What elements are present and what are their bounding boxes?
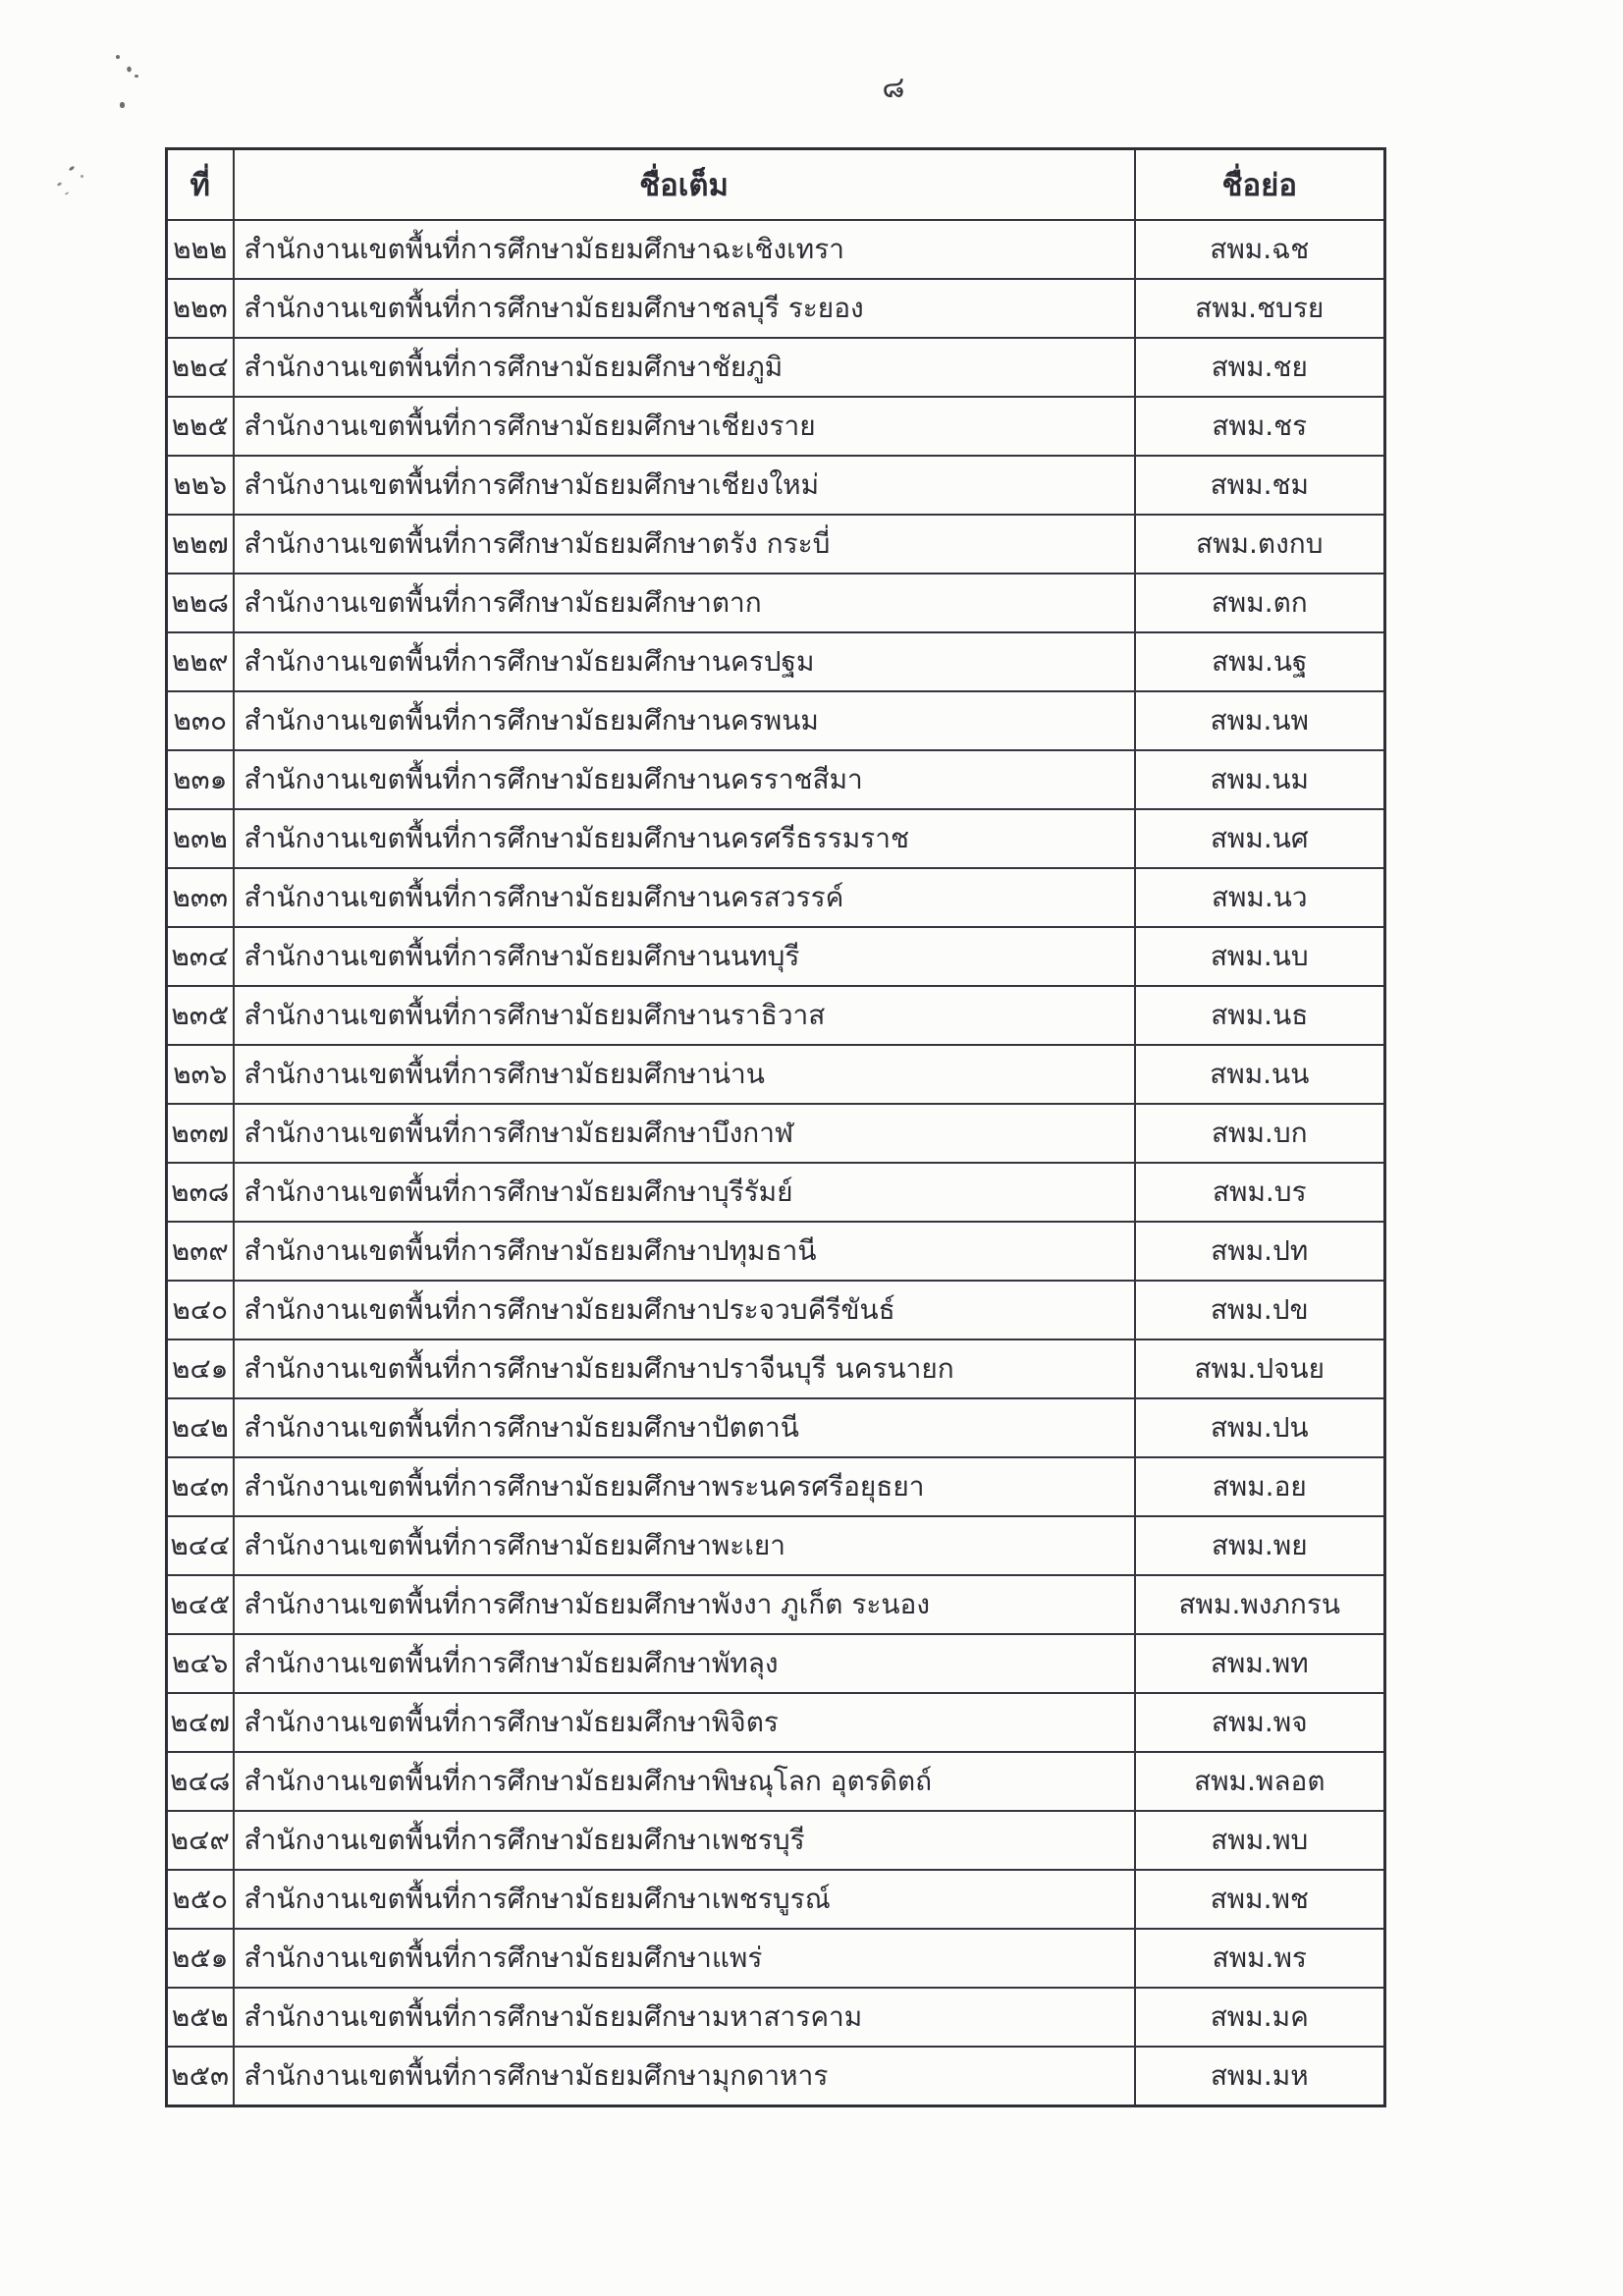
scan-speckle [116,55,120,59]
scan-speckle [135,75,138,78]
row-number: ๒๓๗ [167,1104,234,1163]
table-row [167,1988,1385,2047]
row-full-name: สำนักงานเขตพื้นที่การศึกษามัธยมศึกษานครราชสีมา [234,750,1135,809]
table-row [167,515,1385,574]
row-number: ๒๒๖ [167,456,234,515]
row-full-name: สำนักงานเขตพื้นที่การศึกษามัธยมศึกษาปทุมธานี [234,1222,1135,1281]
row-abbreviation: สพม.พช [1135,1870,1385,1929]
row-abbreviation: สพม.นพ [1135,691,1385,750]
table-row [167,2047,1385,2106]
table-row [167,279,1385,338]
row-abbreviation: สพม.ชย [1135,338,1385,397]
row-abbreviation: สพม.นศ [1135,809,1385,868]
row-full-name: สำนักงานเขตพื้นที่การศึกษามัธยมศึกษาตาก [234,574,1135,632]
page-number: ๘ [882,71,905,105]
row-full-name: สำนักงานเขตพื้นที่การศึกษามัธยมศึกษาเชียงใหม่ [234,456,1135,515]
row-number: ๒๓๖ [167,1045,234,1104]
table-row [167,1516,1385,1575]
row-full-name: สำนักงานเขตพื้นที่การศึกษามัธยมศึกษาพิษณุโลก อุตรดิตถ์ [234,1752,1135,1811]
row-abbreviation: สพม.ฉช [1135,220,1385,279]
row-number: ๒๕๒ [167,1988,234,2047]
row-abbreviation: สพม.ชร [1135,397,1385,456]
row-number: ๒๓๕ [167,986,234,1045]
table-body [167,220,1385,2106]
row-full-name: สำนักงานเขตพื้นที่การศึกษามัธยมศึกษาตรัง กระบี่ [234,515,1135,574]
row-full-name: สำนักงานเขตพื้นที่การศึกษามัธยมศึกษาพิจิตร [234,1693,1135,1752]
table-row [167,1339,1385,1398]
row-full-name: สำนักงานเขตพื้นที่การศึกษามัธยมศึกษานครศรีธรรมราช [234,809,1135,868]
table-row [167,927,1385,986]
row-full-name: สำนักงานเขตพื้นที่การศึกษามัธยมศึกษาบึงกาฬ [234,1104,1135,1163]
row-number: ๒๓๔ [167,927,234,986]
header-abbreviation: ชื่อย่อ [1135,149,1385,221]
row-number: ๒๓๐ [167,691,234,750]
row-full-name: สำนักงานเขตพื้นที่การศึกษามัธยมศึกษาพระนครศรีอยุธยา [234,1457,1135,1516]
row-full-name: สำนักงานเขตพื้นที่การศึกษามัธยมศึกษาปัตตานี [234,1398,1135,1457]
table-row [167,220,1385,279]
row-number: ๒๔๙ [167,1811,234,1870]
table-row [167,1045,1385,1104]
row-number: ๒๓๑ [167,750,234,809]
row-number: ๒๕๑ [167,1929,234,1988]
row-full-name: สำนักงานเขตพื้นที่การศึกษามัธยมศึกษาประจวบคีรีขันธ์ [234,1281,1135,1339]
row-abbreviation: สพม.มห [1135,2047,1385,2106]
header-no: ที่ [167,149,234,221]
scan-speckle [120,102,125,108]
table-row [167,1281,1385,1339]
row-abbreviation: สพม.พจ [1135,1693,1385,1752]
row-full-name: สำนักงานเขตพื้นที่การศึกษามัธยมศึกษาพังงา ภูเก็ต ระนอง [234,1575,1135,1634]
row-number: ๒๔๗ [167,1693,234,1752]
scan-speckle [69,166,76,172]
row-number: ๒๔๒ [167,1398,234,1457]
header-row [167,149,1385,221]
row-full-name: สำนักงานเขตพื้นที่การศึกษามัธยมศึกษาบุรีรัมย์ [234,1163,1135,1222]
row-abbreviation: สพม.นฐ [1135,632,1385,691]
row-number: ๒๔๔ [167,1516,234,1575]
table-row [167,1929,1385,1988]
row-abbreviation: สพม.ชม [1135,456,1385,515]
row-full-name: สำนักงานเขตพื้นที่การศึกษามัธยมศึกษานครสวรรค์ [234,868,1135,927]
table-row [167,574,1385,632]
row-full-name: สำนักงานเขตพื้นที่การศึกษามัธยมศึกษาพัทลุง [234,1634,1135,1693]
row-full-name: สำนักงานเขตพื้นที่การศึกษามัธยมศึกษาปราจีนบุรี นครนายก [234,1339,1135,1398]
row-full-name: สำนักงานเขตพื้นที่การศึกษามัธยมศึกษามุกดาหาร [234,2047,1135,2106]
row-abbreviation: สพม.บก [1135,1104,1385,1163]
row-abbreviation: สพม.พย [1135,1516,1385,1575]
row-number: ๒๕๓ [167,2047,234,2106]
row-abbreviation: สพม.พท [1135,1634,1385,1693]
scan-speckle [81,175,83,178]
office-list-table [165,147,1386,2107]
table-row [167,868,1385,927]
row-abbreviation: สพม.ปน [1135,1398,1385,1457]
row-number: ๒๔๘ [167,1752,234,1811]
table-row [167,1811,1385,1870]
row-number: ๒๒๓ [167,279,234,338]
row-abbreviation: สพม.พงภกรน [1135,1575,1385,1634]
row-abbreviation: สพม.มค [1135,1988,1385,2047]
row-number: ๒๒๔ [167,338,234,397]
row-abbreviation: สพม.นว [1135,868,1385,927]
row-abbreviation: สพม.พลอต [1135,1752,1385,1811]
row-number: ๒๔๓ [167,1457,234,1516]
table-header [167,149,1385,221]
row-number: ๒๒๘ [167,574,234,632]
row-number: ๒๕๐ [167,1870,234,1929]
table-row [167,397,1385,456]
scan-speckle [57,182,63,187]
table-row [167,456,1385,515]
row-full-name: สำนักงานเขตพื้นที่การศึกษามัธยมศึกษาน่าน [234,1045,1135,1104]
row-abbreviation: สพม.พบ [1135,1811,1385,1870]
row-abbreviation: สพม.ตก [1135,574,1385,632]
table-row [167,1457,1385,1516]
row-abbreviation: สพม.นบ [1135,927,1385,986]
row-full-name: สำนักงานเขตพื้นที่การศึกษามัธยมศึกษามหาสารคาม [234,1988,1135,2047]
row-abbreviation: สพม.ปจนย [1135,1339,1385,1398]
row-number: ๒๔๑ [167,1339,234,1398]
row-number: ๒๓๘ [167,1163,234,1222]
table-row [167,1634,1385,1693]
row-full-name: สำนักงานเขตพื้นที่การศึกษามัธยมศึกษาชัยภูมิ [234,338,1135,397]
table-row [167,1575,1385,1634]
row-abbreviation: สพม.ชบรย [1135,279,1385,338]
row-number: ๒๔๖ [167,1634,234,1693]
row-full-name: สำนักงานเขตพื้นที่การศึกษามัธยมศึกษานราธิวาส [234,986,1135,1045]
row-full-name: สำนักงานเขตพื้นที่การศึกษามัธยมศึกษาแพร่ [234,1929,1135,1988]
row-number: ๒๓๓ [167,868,234,927]
row-number: ๒๓๒ [167,809,234,868]
table-row [167,1693,1385,1752]
row-full-name: สำนักงานเขตพื้นที่การศึกษามัธยมศึกษานนทบุรี [234,927,1135,986]
table-row [167,809,1385,868]
row-full-name: สำนักงานเขตพื้นที่การศึกษามัธยมศึกษานครปฐม [234,632,1135,691]
table-row [167,1870,1385,1929]
row-number: ๒๔๐ [167,1281,234,1339]
row-abbreviation: สพม.ตงกบ [1135,515,1385,574]
table-row [167,1398,1385,1457]
table-row [167,338,1385,397]
table-row [167,1222,1385,1281]
row-full-name: สำนักงานเขตพื้นที่การศึกษามัธยมศึกษาเพชรบุรี [234,1811,1135,1870]
row-abbreviation: สพม.นน [1135,1045,1385,1104]
table-row [167,1163,1385,1222]
row-abbreviation: สพม.พร [1135,1929,1385,1988]
scan-speckle [126,66,133,73]
row-number: ๒๓๙ [167,1222,234,1281]
table-row [167,691,1385,750]
row-number: ๒๔๕ [167,1575,234,1634]
table-row [167,1104,1385,1163]
table-row [167,1752,1385,1811]
row-full-name: สำนักงานเขตพื้นที่การศึกษามัธยมศึกษาเชียงราย [234,397,1135,456]
row-number: ๒๒๒ [167,220,234,279]
row-abbreviation: สพม.ปท [1135,1222,1385,1281]
row-number: ๒๒๕ [167,397,234,456]
header-full-name: ชื่อเต็ม [234,149,1135,221]
row-abbreviation: สพม.ปข [1135,1281,1385,1339]
table-row [167,986,1385,1045]
row-abbreviation: สพม.นธ [1135,986,1385,1045]
row-abbreviation: สพม.บร [1135,1163,1385,1222]
row-number: ๒๒๗ [167,515,234,574]
row-full-name: สำนักงานเขตพื้นที่การศึกษามัธยมศึกษาเพชรบูรณ์ [234,1870,1135,1929]
row-abbreviation: สพม.นม [1135,750,1385,809]
row-abbreviation: สพม.อย [1135,1457,1385,1516]
row-number: ๒๒๙ [167,632,234,691]
row-full-name: สำนักงานเขตพื้นที่การศึกษามัธยมศึกษาพะเยา [234,1516,1135,1575]
table-row [167,750,1385,809]
scan-speckle [65,191,69,195]
row-full-name: สำนักงานเขตพื้นที่การศึกษามัธยมศึกษาฉะเชิงเทรา [234,220,1135,279]
row-full-name: สำนักงานเขตพื้นที่การศึกษามัธยมศึกษานครพนม [234,691,1135,750]
row-full-name: สำนักงานเขตพื้นที่การศึกษามัธยมศึกษาชลบุรี ระยอง [234,279,1135,338]
table-row [167,632,1385,691]
